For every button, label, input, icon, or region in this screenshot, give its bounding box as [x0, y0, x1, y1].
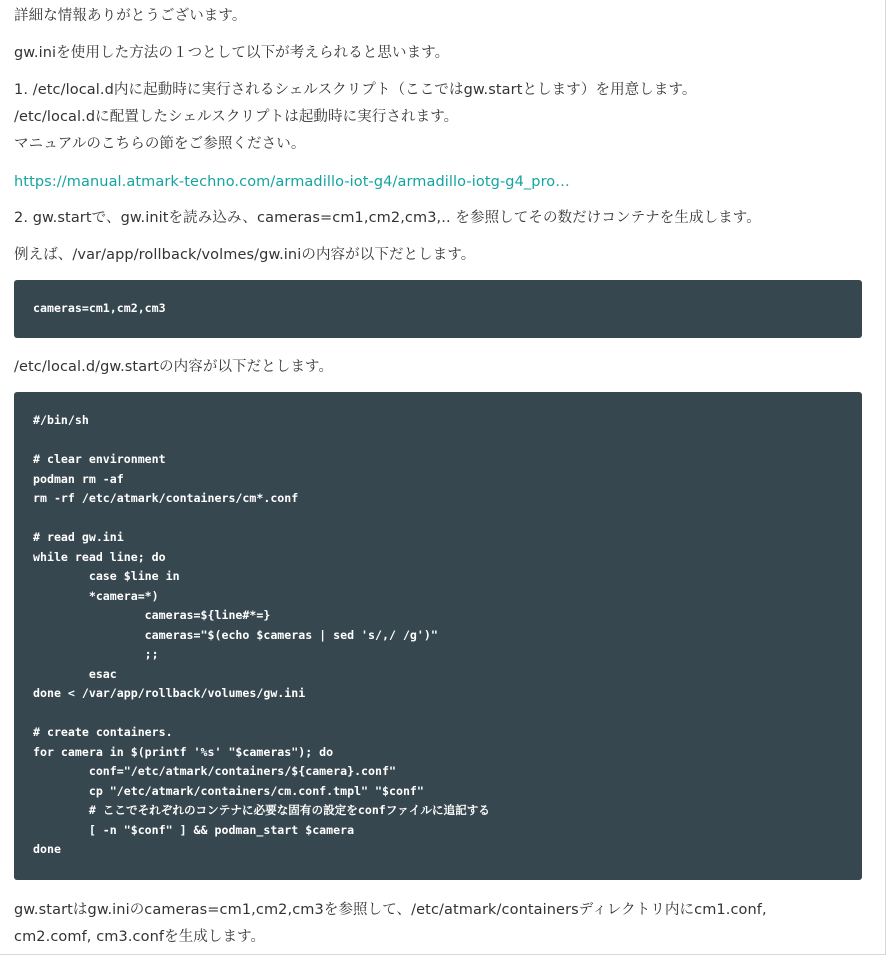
- manual-link-paragraph: [14, 172, 570, 192]
- summary-line-2: cm2.comf, cm3.confを生成します。: [14, 929, 266, 945]
- summary-line-1: gw.startはgw.iniのcameras=cm1,cm2,cm3を参照して、/etc/atmark/containersディレクトリ内にcm1.conf,: [14, 902, 767, 918]
- thanks-paragraph: 詳細な情報ありがとうございます。: [14, 8, 247, 24]
- step1-manual-ref: マニュアルのこちらの節をご参照ください。: [14, 136, 306, 152]
- step2-text: 2. gw.startで、gw.initを読み込み、cameras=cm1,cm2,cm3,.. を参照してその数だけコンテナを生成します。: [14, 210, 761, 226]
- code-block-gw-ini[interactable]: cameras=cm1,cm2,cm3: [14, 280, 862, 338]
- intro-paragraph: gw.iniを使用した方法の１つとして以下が考えられると思います。: [14, 45, 450, 61]
- step1-text: 1. /etc/local.d内に起動時に実行されるシェルスクリプト（ここではgw.startとします）を用意します。: [14, 82, 697, 98]
- manual-link[interactable]: https://manual.atmark-techno.com/armadillo-iot-g4/armadillo-iotg-g4_pro…: [14, 174, 570, 190]
- code-block-gw-start[interactable]: #/bin/sh # clear environment podman rm -af rm -rf /etc/atmark/containers/cm*.conf # read gw.ini while read line; do case $line in *camera=*) cameras=${line#*=} cameras="$(echo $cameras | sed 's/,/ /g')" ;; esac done < /var/app/rollback/volumes/gw.ini # create containers. for camera in $(printf '%s' "$cameras"); do conf="/etc/atmark/containers/${camera}.conf" cp "/etc/atmark/containers/cm.conf.tmpl" "$conf" # ここでそれぞれのコンテナに必要な固有の設定をconfファイルに追記する [ -n "$conf" ] && podman_start $camera done: [14, 392, 862, 880]
- example-intro: 例えば、/var/app/rollback/volmes/gw.iniの内容が以下だとします。: [14, 247, 476, 263]
- gw-start-intro: /etc/local.d/gw.startの内容が以下だとします。: [14, 359, 334, 375]
- step1-note: /etc/local.dに配置したシェルスクリプトは起動時に実行されます。: [14, 109, 459, 125]
